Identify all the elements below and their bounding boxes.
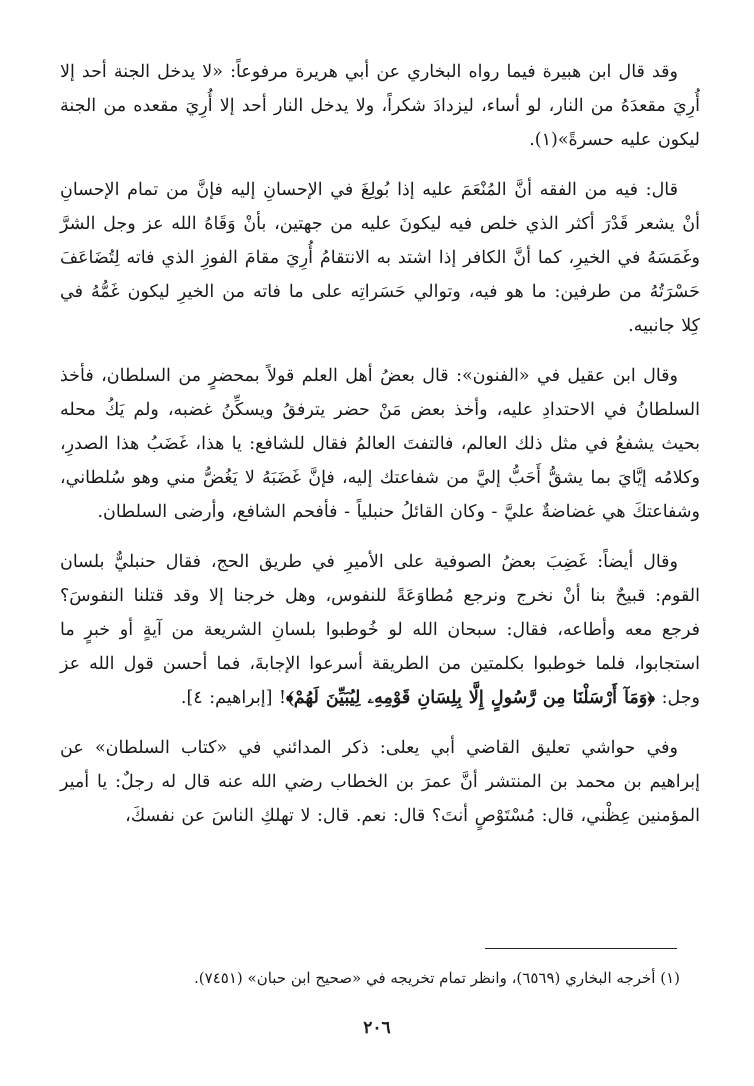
paragraph-text: وقال أيضاً: غَضِبَ بعضُ الصوفية على الأميرِ في طريق الحج، فقال حنبليٌّ بلسان القوم: قبيحٌ بنا أنْ نخرج ونرجع مُطاوَعَةً للنفوس، وهل خرجنا إلا وقد قتلنا النفوسَ؟ فرجع معه وأطاعه، فقال: سبحان الله لو خُوطبوا بلسانِ الشريعة من آيةٍ أو خبرٍ ما استجابوا، فلما خوطبوا بكلمتين من الطريقة أسرعوا الإجابةَ، فما أحسن قول الله عز وجل: xyxy=(60,552,700,708)
footnote-divider xyxy=(485,948,677,949)
verse-reference: ! [إبراهيم: ٤]. xyxy=(180,688,286,708)
paragraph-fiqh-commentary: قال: فيه من الفقه أنَّ المُنْعَمَ عليه إذا بُولِغَ في الإحسانِ إليه فإنَّ من تمام الإحسانِ أنْ يشعر قَدْرَ أكثر الذي خلص فيه ليكونَ عليه من جهتين، بأنْ وَقَاهُ الله عز وجل الشرَّ وغَمَسَهُ في الخيرِ، كما أنَّ الكافر إذا اشتد به الانتقامُ أُرِيَ مقامَ الفوزِ الذي فاته لِتُضَاعَفَ حَسْرَتُهُ من طرفين: ما هو فيه، وتوالي حَسَراتِه على ما فاته من الخيرِ ليكون غَمُّهُ في كِلا جانبيه. xyxy=(60,180,700,336)
paragraph-qadi-abu-yala: وفي حواشي تعليق القاضي أبي يعلى: ذكر المدائني في «كتاب السلطان» عن إبراهيم بن محمد بن المنتشر أنَّ عمرَ بن الخطاب رضي الله عنه قال له رجلٌ: يا أمير المؤمنين عِظْني، قال: مُسْتَوْصٍ أنتَ؟ قال: نعم. قال: لا تهلكِ الناسَ عن نفسكَ، xyxy=(60,738,700,826)
paragraph-ibn-aqil-funun: وقال ابن عقيل في «الفنون»: قال بعضُ أهل العلم قولاً بمحضرٍ من السلطان، فأخذ السلطانُ في الاحتدادِ عليه، وأخذ بعض مَنْ حضر يترفقُ ويسكِّنُ غضبه، ولم يَكُ محله بحيث يشفعُ في مثل ذلك العالم، فالتفتَ العالمُ فقال للشافع: يا هذا، غَضَبُ هذا الصدرِ، وكلامُه إيَّايَ بما يشقُّ أَحَبُّ إليَّ من شفاعتك إليه، فإنَّ غَضَبَهُ لا يَغُضُّ مني وهو سُلطاني، وشفاعتكَ هي غضاضةٌ عليَّ - وكان القائلُ حنبلياً - فأفحم الشافع، وأرضى السلطان. xyxy=(60,366,700,522)
page-body xyxy=(60,55,700,849)
footnote: (١) أخرجه البخاري (٦٥٦٩)، وانظر تمام تخريجه في «صحيح ابن حبان» (٧٤٥١). xyxy=(194,969,680,987)
paragraph-ibn-hubayra: وقد قال ابن هبيرة فيما رواه البخاري عن أبي هريرة مرفوعاً: «لا يدخل الجنة أحد إلا أُرِيَ مقعدَهُ من النار، لو أساء، ليزدادَ شكراً، ولا يدخل النار أحد إلا أُرِيَ مقعده من الجنة ليكون عليه حسرةً»(١). xyxy=(60,62,700,150)
quran-verse: ﴿وَمَآ أَرْسَلْنَا مِن رَّسُولٍ إِلَّا بِلِسَانِ قَوْمِهِۦ لِيُبَيِّنَ لَهُمْ﴾ xyxy=(286,688,656,708)
paragraph-sufi-hajj xyxy=(60,545,700,715)
page-number: ٢٠٦ xyxy=(363,1018,391,1038)
